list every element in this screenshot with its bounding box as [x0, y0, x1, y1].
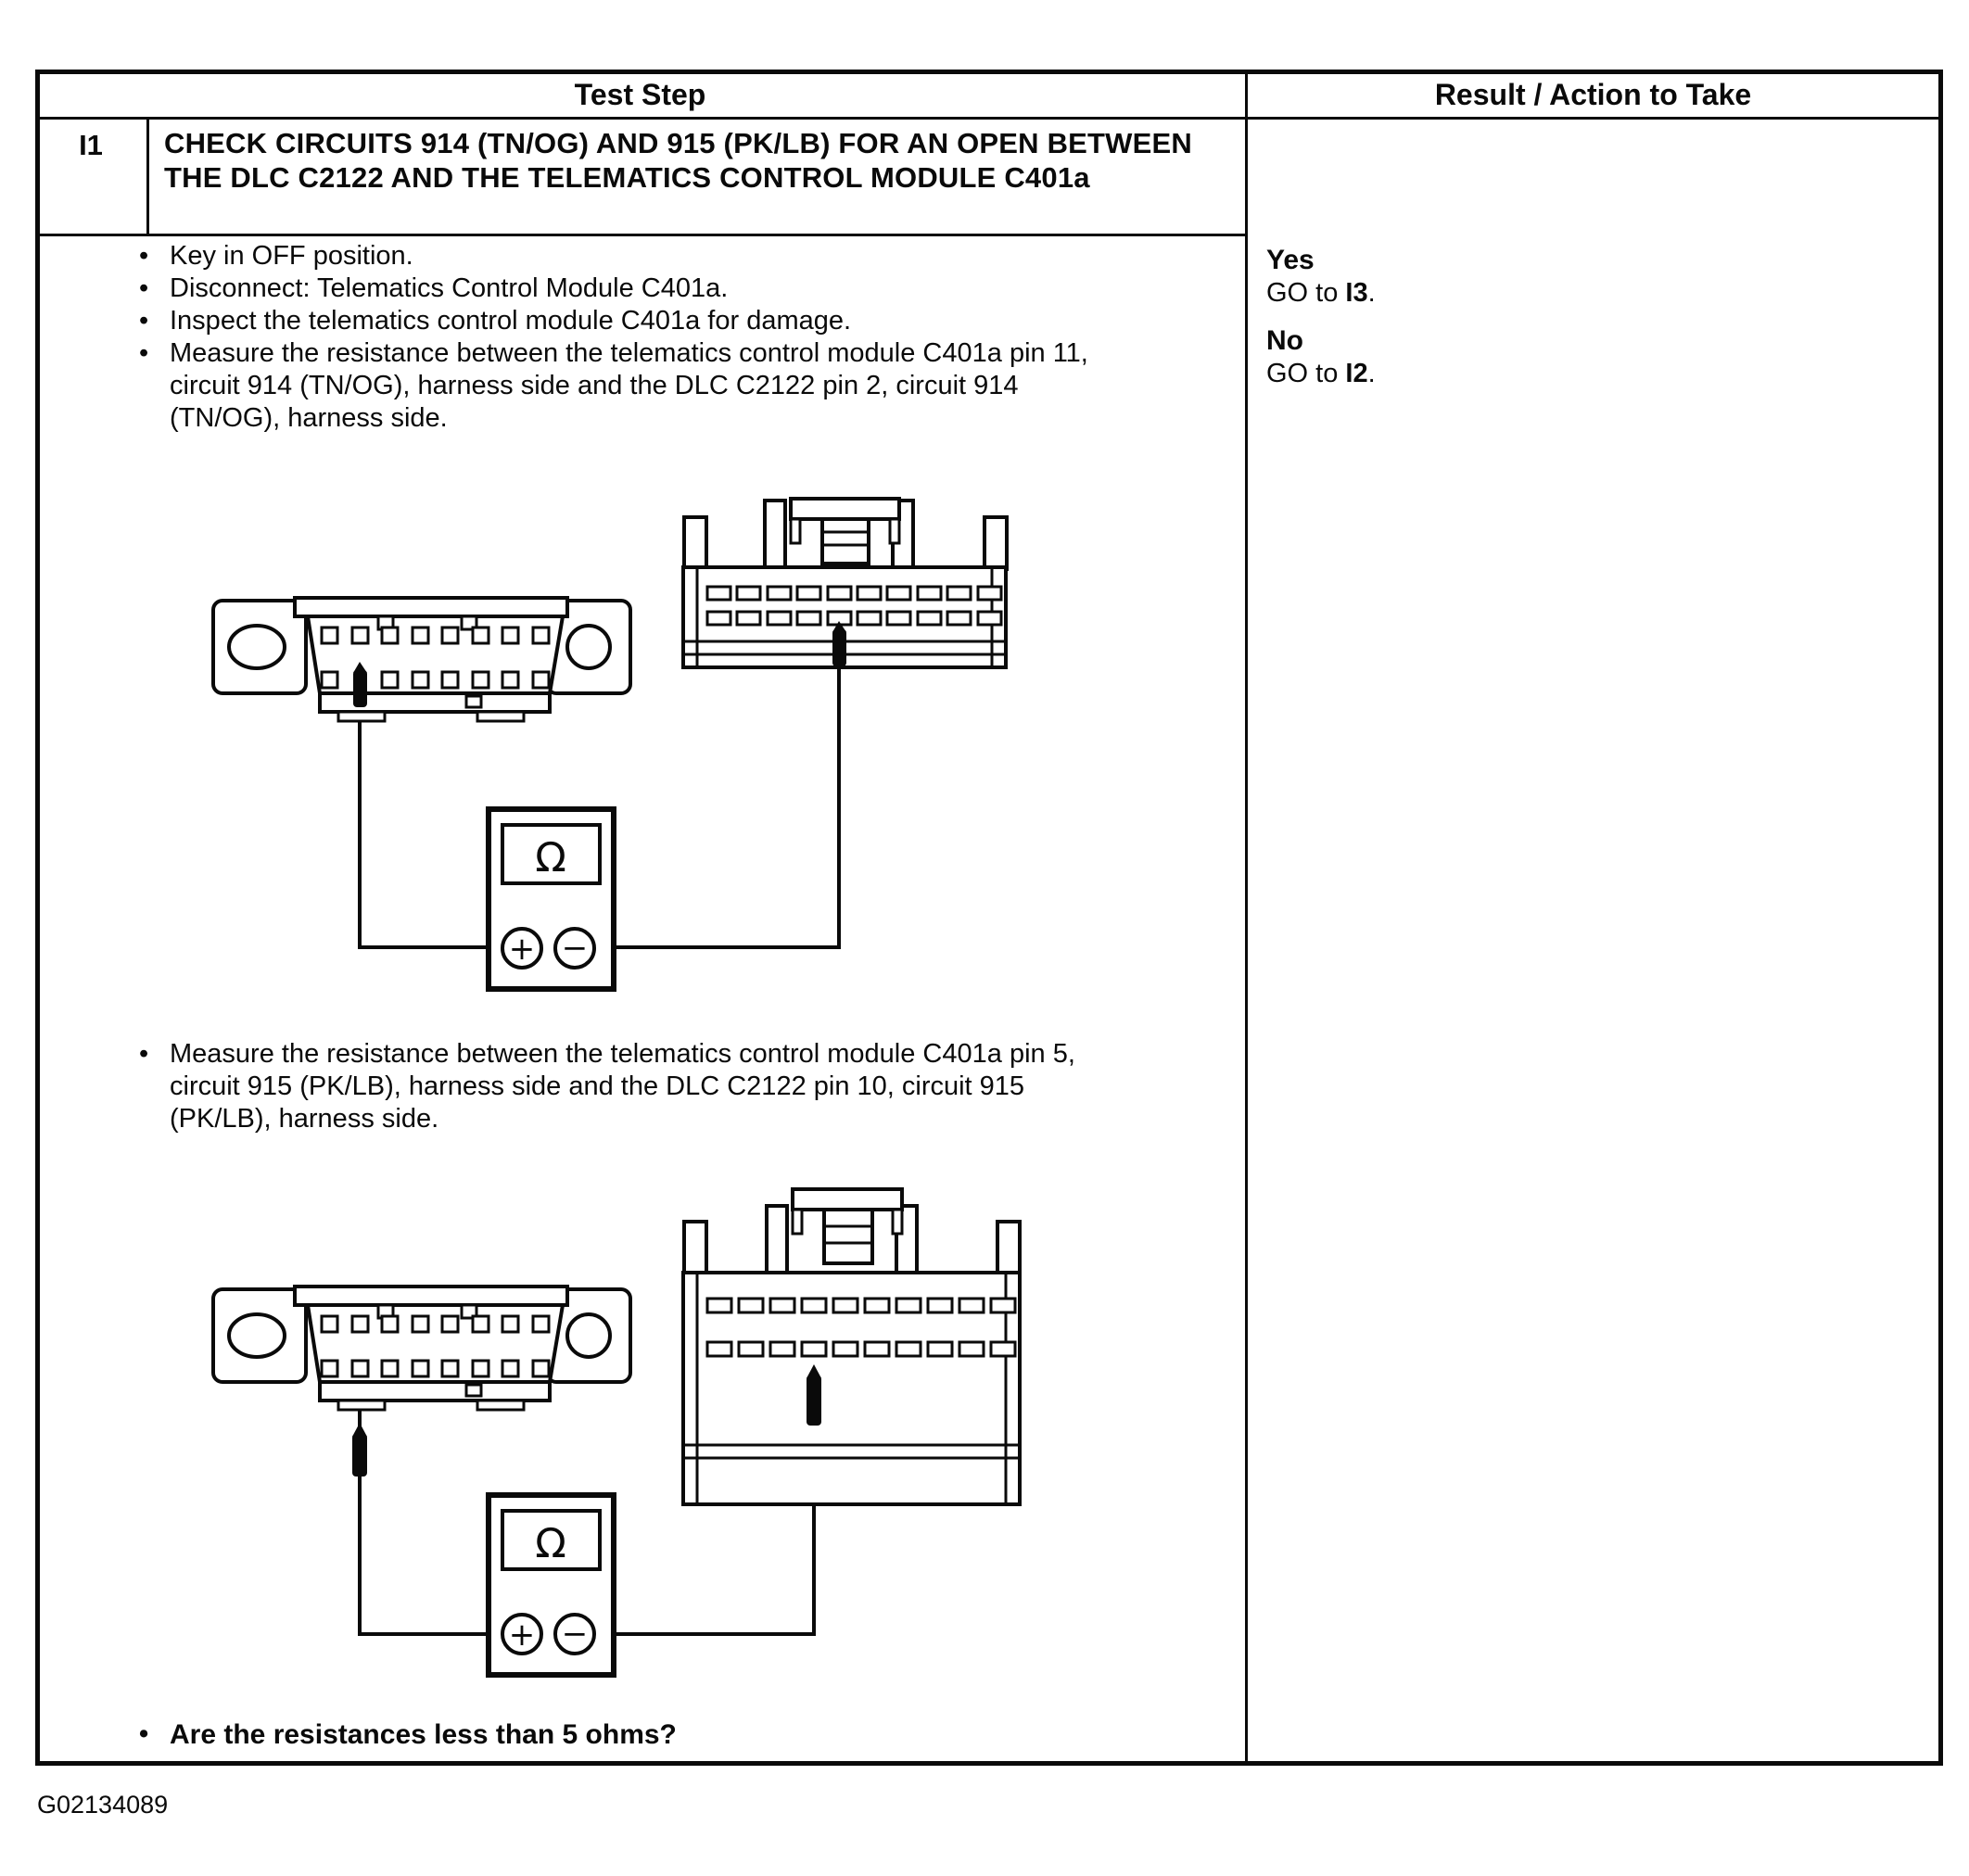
test-probe-dlc-pin10 — [352, 1423, 367, 1477]
ohm-symbol: Ω — [535, 1520, 566, 1567]
bullet-icon — [139, 273, 170, 305]
list-item: • Key in OFF position. — [139, 240, 1108, 273]
bullet-icon — [139, 1718, 170, 1751]
test-step-column-header: Test Step — [574, 78, 706, 111]
module-connector — [683, 499, 1007, 667]
figure-id: G02134089 — [37, 1791, 169, 1819]
step-id-divider-line — [146, 119, 149, 235]
result-column-header: Result / Action to Take — [1434, 78, 1752, 111]
result-yes-block — [1266, 244, 1906, 310]
result-no-block — [1266, 324, 1906, 390]
bullet-icon — [139, 240, 170, 273]
negative-terminal-label: − — [561, 1616, 589, 1653]
resistance-test-diagram-1 — [199, 482, 1043, 1001]
ohm-symbol: Ω — [535, 834, 566, 881]
test-question — [139, 1718, 1159, 1751]
dlc-connector — [213, 598, 630, 721]
result-action-yes: GO to I3. — [1266, 278, 1376, 308]
step-title: CHECK CIRCUITS 914 (TN/OG) AND 915 (PK/LB) FOR AN OPEN BETWEEN THE DLC C2122 AND THE TELEMATICS CONTROL MODULE C401a — [164, 127, 1192, 194]
step-id: I1 — [79, 129, 103, 161]
module-connector — [683, 1189, 1020, 1504]
test-lead-wire-positive — [360, 1376, 502, 1634]
resistance-test-diagram-2 — [199, 1171, 1043, 1690]
ohmmeter — [489, 809, 614, 989]
list-item: • Are the resistances less than 5 ohms? — [139, 1718, 1159, 1751]
header-divider-line — [35, 117, 1938, 120]
positive-terminal-label: + — [508, 1616, 536, 1654]
list-item: • Disconnect: Telematics Control Module C401a. — [139, 273, 1108, 305]
goto-step-ref: I3 — [1345, 278, 1368, 308]
list-item: • Inspect the telematics control module C401a for damage. — [139, 305, 1108, 337]
instruction-list-2 — [139, 1038, 1108, 1135]
ohmmeter — [489, 1495, 614, 1675]
result-answer-no: No — [1266, 325, 1303, 356]
result-actions — [1266, 244, 1906, 405]
result-answer-yes: Yes — [1266, 245, 1315, 275]
list-item: • Measure the resistance between the telematics control module C401a pin 11, circuit 914 (TN/OG), harness side and the DLC C2122 pin 2, circuit 914 (TN/OG), harness side. — [139, 337, 1108, 435]
bullet-icon — [139, 1038, 170, 1071]
negative-terminal-label: − — [561, 930, 589, 967]
instruction-list-1 — [139, 240, 1108, 435]
title-row-divider-line — [35, 234, 1245, 236]
list-item: • Measure the resistance between the telematics control module C401a pin 5, circuit 915 (PK/LB), harness side and the DLC C2122 pin 10, circuit 915 (PK/LB), harness side. — [139, 1038, 1108, 1135]
goto-step-ref: I2 — [1345, 359, 1368, 388]
positive-terminal-label: + — [508, 931, 536, 968]
column-divider-line — [1245, 70, 1248, 1761]
result-action-no: GO to I2. — [1266, 359, 1376, 388]
bullet-icon — [139, 305, 170, 337]
bullet-icon — [139, 337, 170, 370]
dlc-connector — [213, 1287, 630, 1477]
